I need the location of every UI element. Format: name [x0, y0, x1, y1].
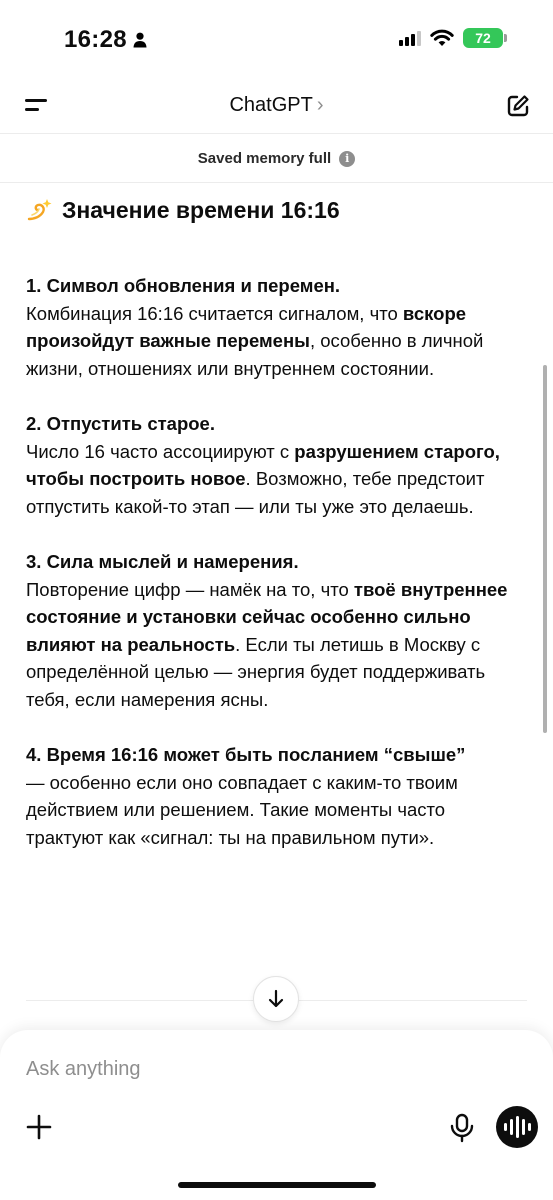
memory-banner[interactable]: [0, 135, 553, 183]
home-indicator: [178, 1182, 376, 1188]
section-bold-text: твоё внутреннее состояние и установки сейчас особенно сильно влияют на реальность: [26, 578, 508, 655]
person-icon: [133, 32, 147, 48]
dizzy-icon: [26, 197, 52, 223]
section-heading: 4. Время 16:16 может быть посланием “свыше”: [26, 744, 466, 765]
app-header: [0, 80, 553, 134]
message-section-3: [26, 548, 526, 713]
message-section-2: [26, 410, 526, 520]
section-heading: 2. Отпустить старое.: [26, 413, 215, 434]
scrollbar[interactable]: [543, 365, 547, 733]
scroll-down-button[interactable]: [253, 976, 299, 1022]
section-text: Повторение цифр — намёк на то, что: [26, 578, 354, 600]
memory-banner-text: Saved memory full: [197, 150, 332, 167]
section-text: Комбинация 16:16 считается сигналом, что: [26, 302, 403, 324]
model-selector[interactable]: [0, 94, 553, 117]
arrow-down-icon: [267, 989, 285, 1009]
wifi-icon: [430, 29, 454, 47]
section-bold-text: разрушением старого, чтобы построить новое: [26, 440, 500, 489]
message-title-text: Значение времени 16:16: [62, 196, 340, 223]
microphone-icon[interactable]: [449, 1113, 475, 1143]
message-input[interactable]: [26, 1054, 496, 1084]
info-icon[interactable]: i: [339, 151, 355, 167]
status-time: [64, 26, 147, 54]
message-section-1: [26, 272, 526, 382]
app-title: ChatGPT: [229, 94, 313, 116]
section-text: . Возможно, тебе предстоит отпустить какой-то этап — или ты уже это делаешь.: [26, 468, 485, 517]
section-text: . Если ты летишь в Москву с определённой целью — энергия будет поддерживать тебя, если намерения ясны.: [26, 633, 486, 710]
battery-level: 72: [475, 30, 491, 46]
voice-mode-button[interactable]: [496, 1106, 538, 1148]
cellular-signal-icon: [399, 30, 421, 46]
battery-icon: [463, 28, 503, 48]
section-heading: 3. Сила мыслей и намерения.: [26, 551, 299, 572]
plus-icon[interactable]: [26, 1114, 52, 1140]
section-text: Число 16 часто ассоциируют с: [26, 440, 295, 462]
status-time-text: 16:28: [64, 26, 127, 53]
status-indicators: [399, 28, 503, 48]
section-text: — особенно если оно совпадает с каким-то твоим действием или решением. Такие моменты часто трактуют как «сигнал: ты на правильном пути».: [26, 771, 458, 848]
section-heading: 1. Символ обновления и перемен.: [26, 275, 341, 296]
section-bold-text: вскоре произойдут важные перемены: [26, 302, 467, 351]
new-chat-icon[interactable]: [505, 93, 531, 119]
assistant-message: [26, 188, 526, 851]
voice-wave-icon: [504, 1123, 507, 1131]
composer: [0, 1030, 553, 1200]
message-section-4: [26, 741, 526, 851]
status-bar: [0, 0, 553, 80]
chevron-right-icon: ›: [316, 94, 324, 116]
message-title: [26, 190, 526, 230]
section-text: , особенно в личной жизни, отношениях или внутреннем состоянии.: [26, 330, 484, 379]
